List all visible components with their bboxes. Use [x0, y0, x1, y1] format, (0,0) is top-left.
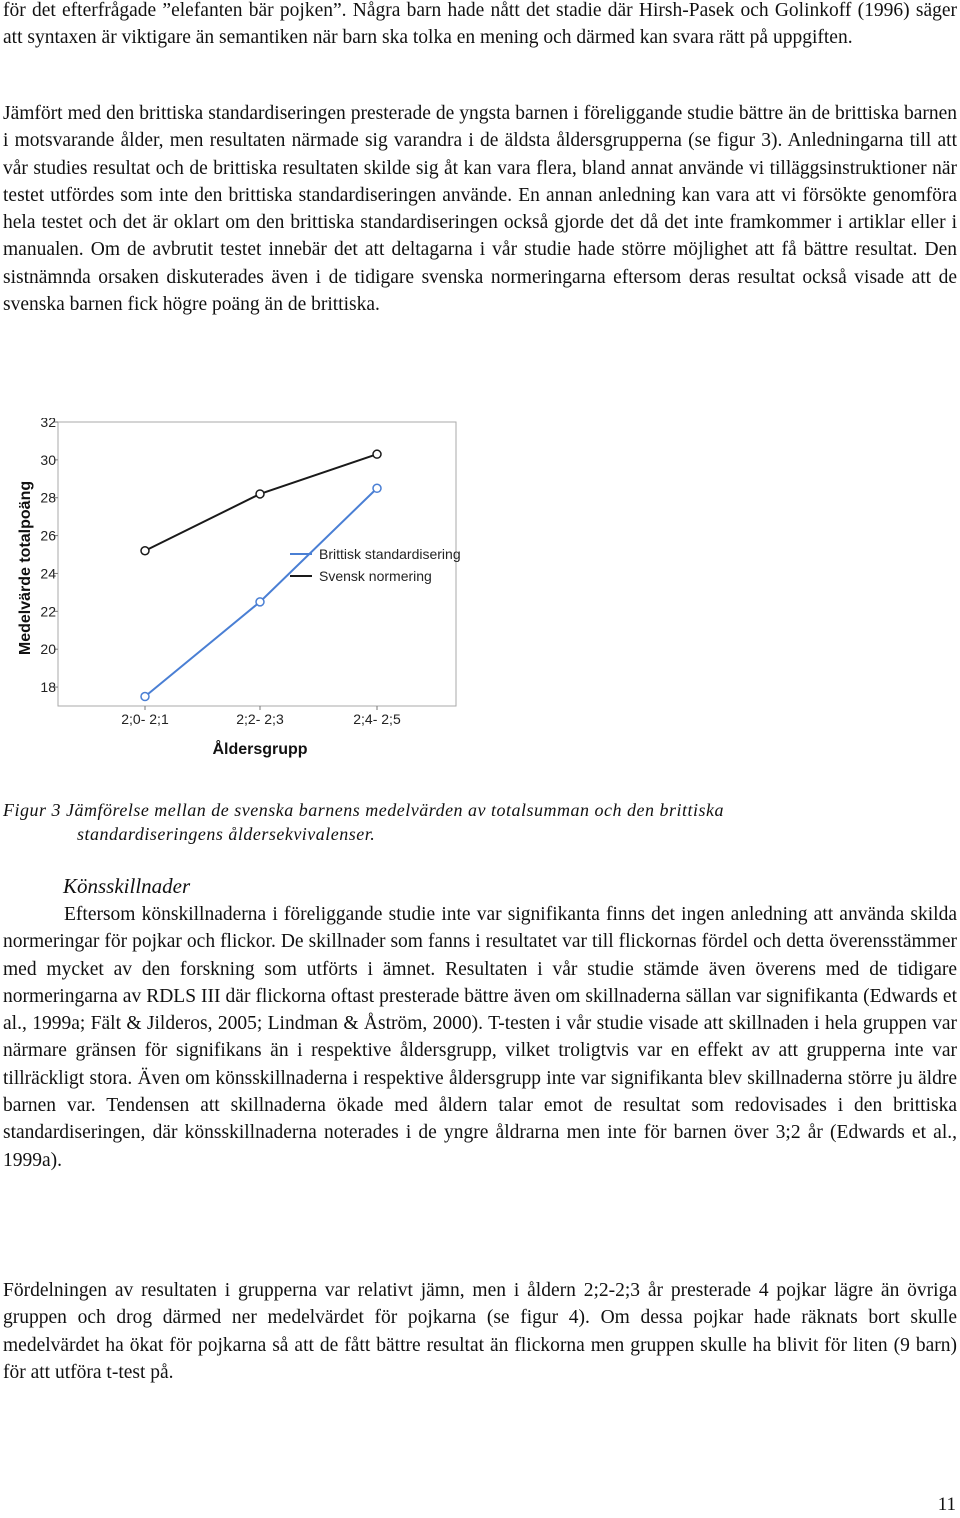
- y-tick-label: 32: [40, 418, 56, 430]
- data-point: [141, 547, 149, 555]
- y-axis-label: Medelvärde totalpoäng: [17, 480, 34, 656]
- section-heading: Könsskillnader: [63, 874, 191, 898]
- paragraph-distribution: Fördelningen av resultaten i grupperna var relativt jämn, men i åldern 2;2-2;3 år presterade 4 pojkar lägre än övriga gruppen och drog därmed ner medelvärdet för pojkarna (se figur 4). Om dessa pojkar hade räknats bort skulle medelvärdet ha ökat för pojkarna så att de fått bättre resultat än flickorna men gruppen skulle ha blivit för liten (9 barn) för att utföra t-test på.: [3, 1280, 957, 1383]
- paragraph-intro: för det efterfrågade ”elefanten bär pojken”. Några barn hade nått det stadie där Hirsh-Pasek och Golinkoff (1996) säger att syntaxen är viktigare än semantiken när barn ska tolka en mening och därmed kan svara rätt på uppgiften.: [3, 0, 957, 49]
- y-tick-label: 18: [40, 679, 56, 696]
- data-point: [373, 484, 381, 492]
- paragraph-comparison: Jämfört med den brittiska standardiseringen presterade de yngsta barnen i föreliggande studie bättre än de brittiska barnen i motsvarande ålder, men resultaten närmade sig varandra i de äldsta åldersgrupperna (se figur 3). Anledningarna till att vår studies resultat och de brittiska resultaten skilde sig åt kan vara flera, bland annat använde vi tilläggsinstruktioner när testet utfördes som inte den brittiska standardiseringen använde. En annan anledning kan vara att vi försökte genomföra hela testet och det är oklart om den brittiska standardiseringen också gjorde det då det inte framkommer i artiklar eller i manualen. Om de avbrutit testet innebär det att deltagarna i vår studie hade större möjlighet att få bättre resultat. Den sistnämnda orsaken diskuterades även i de tidigare svenska normeringarna eftersom deras resultat också visade att de svenska barnen fick högre poäng än de brittiska.: [3, 103, 957, 316]
- x-tick-label: 2;4- 2;5: [353, 711, 401, 727]
- data-point: [141, 693, 149, 701]
- legend-label: Brittisk standardisering: [319, 546, 461, 562]
- y-tick-label: 24: [40, 565, 56, 582]
- figure-3-chart: [0, 418, 480, 763]
- x-tick-label: 2;2- 2;3: [236, 711, 284, 727]
- y-tick-label: 20: [40, 641, 56, 658]
- paragraph-gender-differences: Eftersom könskillnaderna i föreliggande studie inte var signifikanta finns det ingen anledning att använda skilda normeringar för pojkar och flickor. De skillnader som fanns i resultatet var till flickornas fördel och detta överensstämmer med mycket av den forskning som utförts i ämnet. Resultaten i vår studie stämde även överens med de tidigare normeringarna av RDLS III där flickorna oftast presterade bättre även om skillnaderna sällan var signifikanta (Edwards et al., 1999a; Fält & Jilderos, 2005; Lindman & Åström, 2000). T-testen i vår studie visade att skillnaden i hela gruppen var närmare gränsen för signifikans än i respektive åldersgrupp, vilket troligtvis var en effekt av att grupperna inte var tillräckligt stora. Även om könsskillnaderna i respektive åldersgrupp inte var signifikanta blev skillnaderna större ju äldre barnen var. Tendensen att skillnaderna ökade med åldern talar emot de resultat som redovisades i den brittiska standardiseringen, där könsskillnaderna noterades i de yngre åldrarna men inte för barnen över 3;2 år (Edwards et al., 1999a).: [3, 904, 957, 1171]
- plot-frame: [58, 422, 456, 706]
- data-point: [256, 490, 264, 498]
- line-chart: [0, 418, 480, 763]
- data-point: [256, 598, 264, 606]
- x-tick-label: 2;0- 2;1: [121, 711, 169, 727]
- figure-caption-continued: standardiseringens åldersekvivalenser.: [77, 824, 376, 844]
- y-tick-label: 30: [40, 451, 56, 468]
- data-point: [373, 450, 381, 458]
- y-tick-label: 22: [40, 603, 56, 620]
- legend-label: Svensk normering: [319, 568, 432, 584]
- y-tick-label: 26: [40, 527, 56, 544]
- page-number: 11: [937, 1494, 956, 1515]
- y-tick-label: 28: [40, 489, 56, 506]
- x-axis-label: Åldersgrupp: [212, 741, 308, 758]
- figure-caption: Figur 3 Jämförelse mellan de svenska barnens medelvärden av totalsumman och den brittiska: [3, 800, 725, 820]
